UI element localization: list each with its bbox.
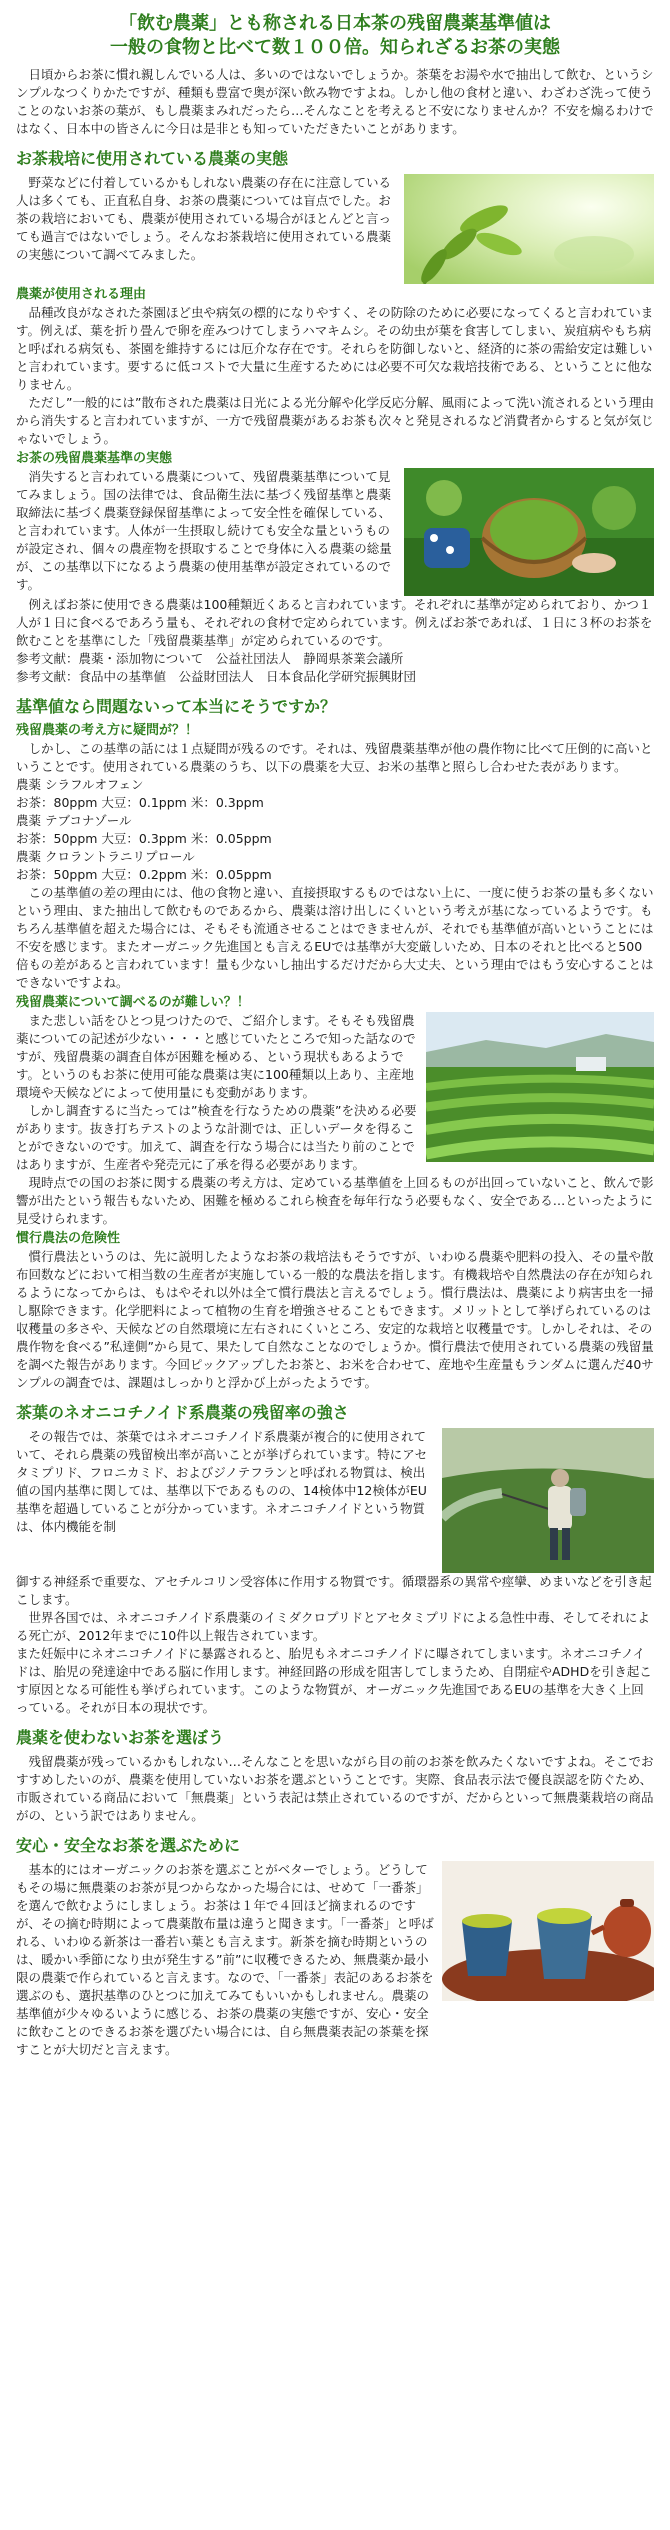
- section2-paragraph-5: 現時点での国のお茶に関する農薬の考え方は、定めている基準値を上回るものが出回っていないこと、飲んで影響が出たという報告もないため、困難を極めるこれら検査を毎年行なう必要もなく、安全である…といったように見受けられます。: [16, 1175, 654, 1226]
- title-line-1: 「飲む農薬」とも称される日本茶の残留農薬基準値は: [119, 13, 551, 34]
- section1-paragraph-2: 品種改良がなされた茶園ほど虫や病気の標的になりやすく、その防除のために必要になってくると言われています。例えば、葉を折り畳んで卵を産みつけてしまうハマキムシ。その幼虫が葉を食害してしまい、炭疽病やもち病と呼ばれる病気も、茶園を維持するには厄介な存在です。それらを防御しないと、経済的に茶の需給安定は難しいと言われています。要するに低コストで大量に生産するためには必要不可欠な栽培技術である、ということに他なりません。: [16, 305, 654, 392]
- pesticide-2-name: 農薬 テブコナゾール: [16, 813, 132, 828]
- section2-paragraph-1: しかし、この基準の話には１点疑問が残るのです。それは、残留農薬基準が他の農作物に比べて圧倒的に高いということです。使用されている農薬のうち、以下の農薬を大豆、お米の基準と照らし合わせた表があります。: [16, 741, 653, 774]
- pesticide-1-values: お茶：80ppm 大豆：0.1ppm 米：0.3ppm: [16, 795, 264, 810]
- reference-1: 参考文献：農薬・添加物について 公益社団法人 静岡県茶業会議所: [16, 651, 404, 666]
- section1-paragraph-5: 例えばお茶に使用できる農薬は100種類近くあると言われています。それぞれに基準が定められており、かつ１人が１日に食べるであろう量も、それぞれの食材で定められています。例えばお茶であれば、１日に３杯のお茶を飲むことを基準にした「残留農薬基準」が定められているのです。: [16, 597, 653, 648]
- section2-paragraph-2: この基準値の差の理由には、他の食物と違い、直接摂取するものではない上に、一度に使うお茶の量も多くないという理由、また抽出して飲むものであるから、農薬は溶け出しにくいという考えが基になっているようです。もちろん基準値を超えた場合には、そもそも流通させることはできませんが、それでも基準値が高いということには不安を感じます。またオーガニック先進国とも言えるEUでは基準が大変厳しいため、日本のそれと比べると500倍もの差があると言われています！量も少ないし抽出するだけだから大丈夫、という理由ではもう安心することはできないですよね。: [16, 885, 654, 990]
- pesticide-spray-photo: [442, 1428, 654, 1573]
- section-heading-neonicotinoid: 茶葉のネオニコチノイド系農薬の残留率の強さ: [16, 1403, 349, 1422]
- section-heading-safe-tea: 安心・安全なお茶を選ぶために: [16, 1836, 241, 1855]
- section3-paragraph-2: 御する神経系で重要な、アセチルコリン受容体に作用する物質です。循環器系の異常や痙攣、めまいなどを引き起こします。: [16, 1574, 652, 1607]
- subheading-reason: 農薬が使用される理由: [16, 287, 147, 302]
- subheading-residue-standard: お茶の残留農薬基準の実態: [16, 451, 173, 466]
- pesticide-1-name: 農薬 シラフルオフェン: [16, 777, 144, 792]
- section3-paragraph-3: 世界各国では、ネオニコチノイド系農薬のイミダクロプリドとアセタミプリドによる急性中毒、そしてそれによる死亡が、2012年までに10件以上報告されています。: [16, 1610, 650, 1643]
- section1-paragraph-4: 消失すると言われている農薬について、残留農薬基準について見てみましょう。国の法律では、食品衛生法に基づく残留基準と農薬取締法に基づく農薬登録保留基準によって安全性を確保している、と言われています。人体が一生摂取し続けても安全な量というものが設定され、個々の農産物を摂取することで身体に入る農薬の総量が、この基準以下になるよう農薬の使用基準が設定されているのです。: [16, 469, 392, 592]
- section3-paragraph-1: その報告では、茶葉ではネオニコチノイド系農薬が複合的に使用されていて、それら農薬の残留検出率が高いことが挙げられています。特にアセタミプリド、フロニカミド、およびジノテフランと呼ばれる物質は、検出値の国内基準に関しては、基準以下であるものの、14検体中12検体がEU基準を超過していることが分かっています。ネオニコチノイドという物質は、体内機能を制: [16, 1429, 428, 1534]
- title-line-2: 一般の食物と比べて数１００倍。知られざるお茶の実態: [110, 37, 560, 58]
- page-title: [16, 12, 654, 60]
- section1-paragraph-1: 野菜などに付着しているかもしれない農薬の存在に注意している人は多くても、正直私自身、お茶の農薬については盲点でした。お茶の栽培においても、農薬が使用されている場合がほとんどと言っても過言ではないでしょう。そんなお茶栽培に使用されている農薬の実態について調べてみました。: [16, 175, 392, 262]
- tea-cups-photo: [442, 1861, 654, 2001]
- section-heading-pesticide-usage: お茶栽培に使用されている農薬の実態: [16, 149, 289, 168]
- subheading-doubt: 残留農薬の考え方に疑問が？！: [16, 723, 199, 738]
- reference-2: 参考文献：食品中の基準値 公益財団法人 日本食品化学研究振興財団: [16, 669, 417, 684]
- section3-paragraph-4: また妊娠中にネオニコチノイドに暴露されると、胎児もネオニコチノイドに曝されてしまいます。ネオニコチノイドは、胎児の発達途中である脳に作用します。神経回路の形成を阻害してしまうため、自閉症やADHDを引き起こす原因となる可能性も挙げられています。このような物質が、オーガニック先進国であるEUの基準を大きく上回っている。それが日本の現状です。: [16, 1646, 652, 1715]
- intro-paragraph: 日頃からお茶に慣れ親しんでいる人は、多いのではないでしょうか。茶葉をお湯や水で抽出して飲む、というシンプルなつくりかたですが、種類も豊富で奥が深い飲み物ですよね。しかし他の食材と違い、わざわざ洗って使うことのないお茶の葉が、もし農薬まみれだったら…そんなことを考えると不安になりませんか？不安を煽るわけではなく、日本中の皆さんに今日は是非とも知っていただきたいことがあります。: [16, 67, 654, 136]
- tea-field-photo: [426, 1012, 654, 1162]
- section-heading-standards-question: 基準値なら問題ないって本当にそうですか？: [16, 697, 337, 716]
- pesticide-comparison-list: [16, 776, 654, 884]
- section4-paragraph-1: 残留農薬が残っているかもしれない…そんなことを思いながら目の前のお茶を飲みたくないですよね。そこでおすすめしたいのが、農薬を使用していないお茶を選ぶということです。実際、食品表示法で優良誤認を防ぐため、市販されている商品において「無農薬」という表記は禁止されているのですが、だからといって無農薬栽培の商品がの、という訳ではありません。: [16, 1754, 654, 1823]
- pesticide-3-values: お茶：50ppm 大豆：0.2ppm 米：0.05ppm: [16, 867, 272, 882]
- tea-leaves-photo: [404, 174, 654, 284]
- pesticide-2-values: お茶：50ppm 大豆：0.3ppm 米：0.05ppm: [16, 831, 272, 846]
- pesticide-3-name: 農薬 クロラントラニリプロール: [16, 849, 195, 864]
- section1-paragraph-3: ただし”一般的には”散布された農薬は日光による光分解や化学反応分解、風雨によって洗い流されるという理由から消失すると言われていますが、一方で残留農薬があるお茶も次々と発見されるなど消費者からすると気が気じゃないでしょう。: [16, 395, 654, 446]
- subheading-hard-to-investigate: 残留農薬について調べるのが難しい？！: [16, 995, 250, 1010]
- section2-paragraph-4: しかし調査するに当たっては”検査を行なうための農薬”を決める必要があります。抜き打ちテストのような計測では、正しいデータを得ることができないのです。加えて、調査を行なう場合には当たり前のことではありますが、生産者や発売元に了承を得る必要があります。: [16, 1103, 417, 1172]
- section5-paragraph-1: 基本的にはオーガニックのお茶を選ぶことがベターでしょう。どうしてもその場に無農薬のお茶が見つからなかった場合には、せめて「一番茶」を選んで飲むようにしましょう。お茶は１年で４回ほど摘まれるのですが、その摘む時期によって農薬散布量は違うと聞きます。「一番茶」と呼ばれる、いわゆる新茶は一番若い葉とも言えます。新茶を摘む時期というのは、暖かい季節になり虫が発生する”前”に収穫できるため、無農薬か最小限の農薬で作られていると言えます。なので、「一番茶」表記のあるお茶を選ぶのも、選択基準のひとつに加えてみてもいいかもしれません。農薬の基準値が少々ゆるいように感じる、お茶の農薬の実態ですが、安心・安全に飲むことのできるお茶を選びたい場合には、自ら無農薬表記の茶葉を探すことが大切だと言えます。: [16, 1862, 434, 2057]
- section2-paragraph-6: 慣行農法というのは、先に説明したようなお茶の栽培法もそうですが、いわゆる農薬や肥料の投入、その量や散布回数などにおいて相当数の生産者が実施している一般的な農法を指します。有機栽培や自然農法の存在が知られるようになってからは、もはやそれ以外は全て慣行農法と言えるでしょう。慣行農法は、農薬により病害虫を一掃し駆除できます。化学肥料によって植物の生育を増強させることもできます。メリットとして挙げられているのは収穫量の多さや、天候などの自然環境に左右されにくいところ、安定的な栽培と収穫量です。しかしそれは、その農作物を食べる”私達側”から見て、果たして自然なことなのでしょうか。慣行農法で使用されている農薬の残留量を調べた報告があります。今回ピックアップしたお茶と、お米を合わせて、産地や生産量もランダムに選んだ40サンプルの調査では、課題はしっかりと浮かび上がったようです。: [16, 1249, 654, 1390]
- section2-paragraph-3: また悲しい話をひとつ見つけたので、ご紹介します。そもそも残留農薬についての記述が少ない・・・と感じていたところで知った話なのですが、残留農薬の調査自体が困難を極める、という現状もあるようです。というのもお茶に使用可能な農薬は実に100種類以上あり、主産地環境や天候などによって使用量にも変動があります。: [16, 1013, 416, 1100]
- tea-harvest-photo: [404, 468, 654, 596]
- subheading-conventional-farming: 慣行農法の危険性: [16, 1231, 121, 1246]
- section-heading-pesticide-free: 農薬を使わないお茶を選ぼう: [16, 1728, 225, 1747]
